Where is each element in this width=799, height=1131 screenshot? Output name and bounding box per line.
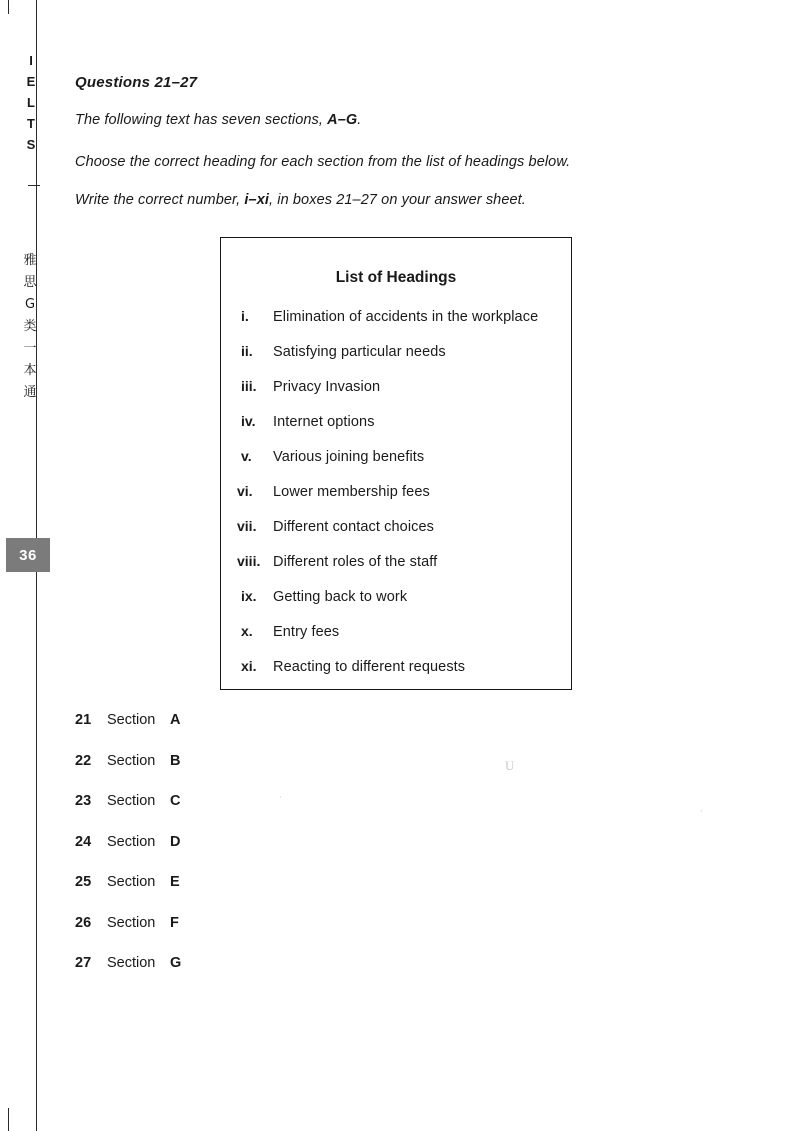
list-item	[75, 834, 335, 875]
list-item	[221, 343, 571, 378]
section-letter: E	[170, 874, 180, 890]
question-number: 24	[75, 833, 92, 850]
section-letter: D	[170, 833, 181, 850]
section-label: Section	[107, 874, 156, 890]
heading-text: Internet options	[273, 414, 375, 430]
heading-numeral: x.	[241, 623, 253, 639]
section-range-label: A–G	[327, 112, 358, 128]
heading-numeral: v.	[241, 448, 252, 464]
instruction-line-3	[75, 192, 526, 208]
heading-numeral: i.	[241, 308, 249, 324]
list-of-headings-box	[220, 237, 572, 690]
list-item	[221, 413, 571, 448]
list-item	[75, 874, 335, 915]
list-of-headings-items	[221, 308, 571, 693]
instruction-3-post: , in boxes 21–27 on your answer sheet.	[269, 192, 526, 208]
book-title-char: G	[24, 297, 36, 312]
series-letter: S	[26, 137, 36, 152]
section-letter: F	[170, 914, 179, 931]
vertical-book-title	[17, 250, 43, 404]
book-title-char: 思	[23, 275, 37, 290]
question-number: 27	[75, 955, 92, 971]
instruction-3-pre: Write the correct number,	[75, 192, 245, 208]
list-item	[221, 553, 571, 588]
section-label: Section	[107, 793, 156, 809]
scan-artifact: ·	[700, 806, 703, 816]
series-letter: T	[27, 116, 35, 131]
series-letter: L	[27, 95, 35, 110]
heading-text: Getting back to work	[273, 589, 408, 605]
question-number: 26	[75, 914, 92, 931]
list-item	[221, 518, 571, 553]
question-number: 21	[75, 712, 92, 728]
section-letter: G	[170, 955, 182, 971]
question-number: 23	[75, 793, 92, 809]
answer-rows	[75, 712, 335, 996]
heading-numeral: viii.	[237, 553, 261, 569]
heading-numeral: iii.	[241, 378, 257, 394]
heading-text: Privacy Invasion	[273, 379, 381, 395]
series-letter: E	[26, 74, 36, 89]
spine-mark-top	[8, 0, 9, 14]
list-item	[221, 588, 571, 623]
section-label: Section	[107, 955, 156, 971]
sidebar-divider	[28, 185, 40, 186]
question-number: 25	[75, 874, 92, 890]
heading-numeral: xi.	[241, 658, 257, 674]
section-letter: A	[170, 712, 181, 728]
heading-text: Various joining benefits	[273, 449, 425, 465]
heading-text: Different contact choices	[273, 519, 435, 535]
list-item	[75, 915, 335, 956]
heading-text: Reacting to different requests	[273, 659, 466, 675]
heading-text: Different roles of the staff	[273, 554, 438, 570]
list-item	[221, 378, 571, 413]
list-of-headings-title: List of Headings	[335, 269, 457, 286]
page-number: 36	[6, 538, 50, 572]
book-title-char: 雅	[23, 253, 37, 268]
scan-artifact: U	[505, 758, 515, 773]
heading-numeral: vii.	[237, 518, 257, 534]
section-label: Section	[107, 752, 156, 769]
heading-numeral: vi.	[237, 483, 253, 499]
list-item	[221, 623, 571, 658]
heading-text: Satisfying particular needs	[273, 344, 446, 360]
list-item	[75, 955, 335, 996]
section-label: Section	[107, 712, 156, 728]
vertical-series-label	[20, 50, 42, 155]
list-item	[221, 308, 571, 343]
list-item	[75, 753, 335, 794]
numeral-range-label: i–xi	[244, 192, 270, 208]
list-item	[221, 483, 571, 518]
heading-numeral: ii.	[241, 343, 253, 359]
list-item	[75, 793, 335, 834]
heading-numeral: ix.	[241, 588, 257, 604]
heading-text: Entry fees	[273, 624, 340, 640]
spine-mark-bottom	[8, 1108, 9, 1131]
list-item	[221, 658, 571, 693]
book-title-char: 一	[23, 341, 37, 356]
section-letter: C	[170, 793, 181, 809]
list-item	[221, 448, 571, 483]
instruction-line-2: Choose the correct heading for each section from the list of headings below.	[75, 154, 571, 170]
page-title: Questions 21–27	[75, 74, 198, 91]
book-title-char: 类	[23, 319, 37, 334]
list-item	[75, 712, 335, 753]
section-label: Section	[107, 914, 156, 931]
heading-text: Lower membership fees	[273, 484, 430, 500]
heading-numeral: iv.	[241, 413, 256, 429]
question-number: 22	[75, 752, 92, 769]
book-title-char: 通	[23, 385, 37, 400]
instruction-line-1: The following text has seven sections, A–G.	[75, 112, 362, 128]
heading-text: Elimination of accidents in the workplace	[273, 309, 539, 325]
scan-artifact: ·	[279, 792, 282, 802]
section-letter: B	[170, 752, 181, 769]
series-letter: I	[29, 53, 33, 68]
book-title-char: 本	[23, 363, 37, 378]
section-label: Section	[107, 833, 156, 850]
